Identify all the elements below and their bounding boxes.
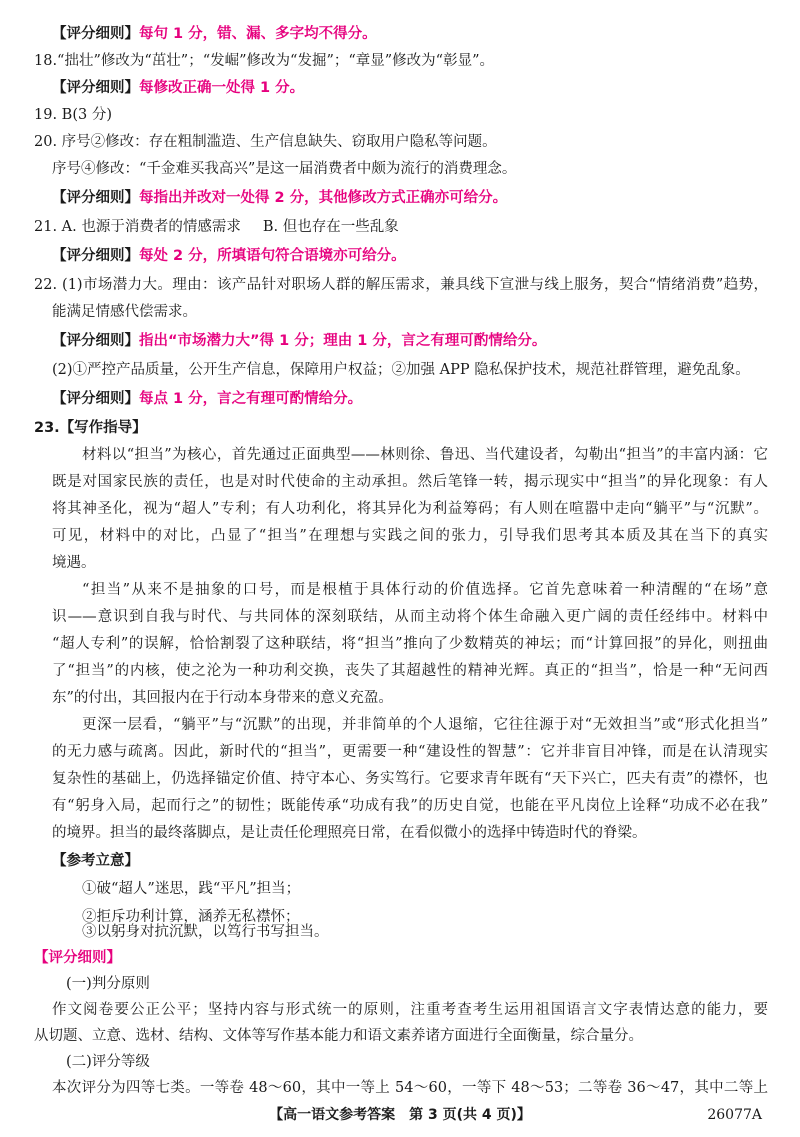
essay-para1-line1: 材料以“担当”为核心，首先通过正面典型——林则徐、鲁迅、当代建设者，勾勒出“担当”的丰富内涵：它 [82, 447, 768, 463]
answer-22-part2: (2)①严控产品质量，公开生产信息，保障用户权益；②加强 APP 隐私保护技术，规范社群管理，避免乱象。 [52, 362, 750, 378]
reference-ideas-heading: 【参考立意】 [52, 853, 139, 869]
scoring-text: 每修改正确一处得 1 分。 [139, 80, 305, 96]
scoring-rule-17 [52, 24, 377, 44]
page-footer [0, 1105, 800, 1127]
reference-idea-2: ②拒斥功利计算，涵养无私襟怀； [82, 909, 300, 925]
essay-para1-line3: 将其神圣化，视为“超人”专利；有人功利化，将其异化为利益筹码；有人则在喧嚣中走向“躺平”与“沉默”。 [52, 501, 768, 517]
essay-para2-line5: 东”的付出，其回报内在于行动本身带来的意义充盈。 [52, 690, 393, 706]
essay-para2-line3: “超人专利”的误解，恰恰割裂了这种联结，将“担当”推向了少数精英的神坛；而“计算回报”的异化，则扭曲 [52, 636, 768, 652]
answer-21: 21. A. 也源于消费者的情感需求 B. 但也存在一些乱象 [34, 219, 399, 235]
footer-title: 【高一语文参考答案 第 3 页(共 4 页)】 [269, 1107, 531, 1123]
answer-20-part2: 序号④修改：“千金难买我高兴”是这一届消费者中颇为流行的消费理念。 [52, 161, 517, 177]
scoring-rule-22-1 [52, 331, 546, 351]
grading-levels-line1: 本次评分为四等七类。一等卷 48～60，其中一等上 54～60，一等下 48～53；二等卷 36～47，其中二等上 [52, 1080, 768, 1096]
essay-para2-line4: 了“担当”的内核，使之沦为一种功利交换，丧失了其超越性的精神光辉。真正的“担当”，恰是一种“无问西 [52, 663, 768, 679]
grading-levels-heading: (二)评分等级 [66, 1054, 150, 1070]
scoring-text: 每指出并改对一处得 2 分，其他修改方式正确亦可给分。 [139, 190, 508, 206]
writing-guide-heading: 23.【写作指导】 [34, 420, 147, 436]
scoring-rule-21 [52, 246, 406, 266]
essay-para1-line4: 可见，材料中的对比，凸显了“担当”在理想与实践之间的张力，引导我们思考其本质及其在当下的真实 [52, 528, 768, 544]
essay-para1-line2: 既是对国家民族的责任，也是对时代使命的主动承担。然后笔锋一转，揭示现实中“担当”的异化现象：有人 [52, 474, 768, 490]
answer-20-part1: 20. 序号②修改：存在粗制滥造、生产信息缺失、窃取用户隐私等问题。 [34, 134, 497, 150]
essay-para3-line5: 的境界。担当的最终落脚点，是让责任伦理照亮日常，在看似微小的选择中铸造时代的脊梁。 [52, 825, 647, 841]
scoring-rule-22-2 [52, 389, 362, 409]
scoring-text: 每句 1 分，错、漏、多字均不得分。 [139, 26, 377, 42]
scoring-tag: 【评分细则】 [52, 333, 139, 349]
scoring-tag: 【评分细则】 [52, 391, 139, 407]
answer-19: 19. B(3 分) [34, 107, 112, 123]
footer-code: 26077A [707, 1107, 762, 1123]
grading-principle-line2: 从切题、立意、选材、结构、文体等写作基本能力和语文素养诸方面进行全面衡量，综合量分。 [34, 1028, 643, 1044]
scoring-text: 每点 1 分，言之有理可酌情给分。 [139, 391, 363, 407]
essay-para2-line2: 识——意识到自我与时代、与共同体的深刻联结，从而主动将个体生命融入更广阔的责任经纬中。材料中 [52, 609, 768, 625]
scoring-tag: 【评分细则】 [52, 26, 139, 42]
answer-22-part1-line1: 22. (1)市场潜力大。理由：该产品针对职场人群的解压需求，兼具线下宣泄与线上服务，契合“情绪消费”趋势， [34, 277, 768, 293]
essay-para3-line4: 有“躬身入局，起而行之”的韧性；既能传承“功成有我”的历史自觉，也能在平凡岗位上诠释“功成不必在我” [52, 798, 768, 814]
essay-para2-line1: “担当”从来不是抽象的口号，而是根植于具体行动的价值选择。它首先意味着一种清醒的“在场”意 [82, 582, 768, 598]
scoring-rule-18 [52, 78, 304, 98]
scoring-tag: 【评分细则】 [52, 248, 139, 264]
grading-rules-heading: 【评分细则】 [34, 950, 121, 966]
essay-para3-line2: 的无力感与疏离。因此，新时代的“担当”，更需要一种“建设性的智慧”：它并非盲目冲锋，而是在认清现实 [52, 744, 768, 760]
scoring-tag: 【评分细则】 [52, 80, 139, 96]
essay-para3-line3: 复杂性的基础上，仍选择锚定价值、持守本心、务实笃行。它要求青年既有“天下兴亡，匹夫有责”的襟怀，也 [52, 771, 768, 787]
scoring-tag: 【评分细则】 [52, 190, 139, 206]
grading-principle-line1: 作文阅卷要公正公平；坚持内容与形式统一的原则，注重考查考生运用祖国语言文字表情达意的能力，要 [52, 1002, 768, 1018]
essay-para3-line1: 更深一层看，“躺平”与“沉默”的出现，并非简单的个人退缩，它往往源于对“无效担当”或“形式化担当” [82, 717, 768, 733]
scoring-text: 每处 2 分，所填语句符合语境亦可给分。 [139, 248, 406, 264]
answer-22-part1-line2: 能满足情感代偿需求。 [52, 304, 197, 320]
reference-idea-3: ③以躬身对抗沉默，以笃行书写担当。 [82, 924, 329, 940]
scoring-text: 指出“市场潜力大”得 1 分；理由 1 分，言之有理可酌情给分。 [139, 333, 547, 349]
essay-para1-line5: 境遇。 [52, 555, 96, 571]
scoring-rule-20 [52, 188, 507, 208]
answer-18: 18.“拙壮”修改为“茁壮”；“发崛”修改为“发掘”；“章显”修改为“彰显”。 [34, 53, 495, 69]
grading-principle-heading: (一)判分原则 [66, 976, 150, 992]
reference-idea-1: ①破“超人”迷思，践“平凡”担当； [82, 881, 301, 897]
